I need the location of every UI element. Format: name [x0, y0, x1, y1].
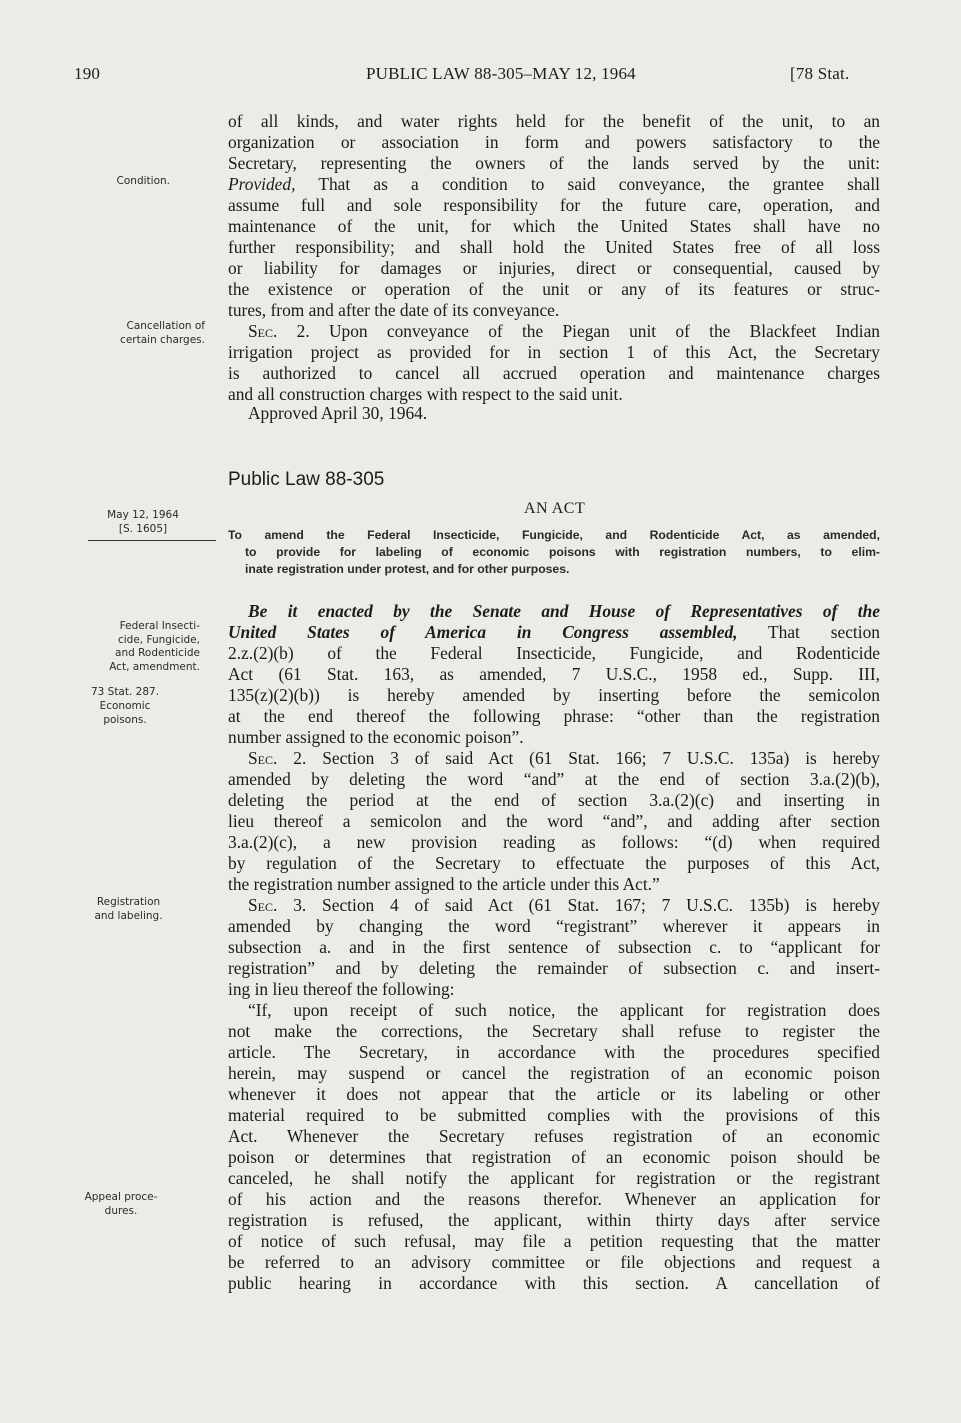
law-title: Public Law 88-305 — [228, 469, 385, 490]
text-line: or liability for damages or injuries, direct or consequential, caused by — [228, 258, 880, 278]
text-line: irrigation project as provided for in section 1 of this Act, the Secretary — [228, 342, 880, 362]
text-line: herein, may suspend or cancel the registration of an economic poison — [228, 1063, 880, 1083]
quoted-provision-start: “If, upon receipt of such notice, the applicant for registration does — [248, 1000, 880, 1020]
text-line: registration is refused, the applicant, within thirty days after service — [228, 1210, 880, 1230]
text-line: public hearing in accordance with this section. A cancellation of — [228, 1273, 880, 1293]
margin-note-condition: Condition. — [116, 175, 170, 187]
text-line: of his action and the reasons therefor. Whenever an application for — [228, 1189, 880, 1209]
text-line: organization or association in form and powers satisfactory to the — [228, 132, 880, 152]
enacting-clause-cont: United States of America in Congress assembled, That section — [228, 622, 880, 642]
margin-note-stat-ref: 73 Stat. 287. — [90, 686, 160, 698]
margin-note-registration: Registration and labeling. — [94, 896, 163, 922]
text-line: tures, from and after the date of its conveyance. — [228, 300, 560, 320]
text-line: the existence or operation of the unit or any of its features or struc- — [228, 279, 880, 299]
statute-reference: [78 Stat. — [790, 64, 850, 83]
margin-note-date: May 12, 1964 [S. 1605] — [107, 509, 179, 535]
text-line: ing in lieu thereof the following: — [228, 979, 455, 999]
text-line: not make the corrections, the Secretary shall refuse to register the — [228, 1021, 880, 1041]
page-number: 190 — [74, 64, 101, 83]
text-line: Act. Whenever the Secretary refuses registration of an economic — [228, 1126, 880, 1146]
text-line: 2.z.(2)(b) of the Federal Insecticide, Fungicide, and Rodenticide — [228, 643, 880, 663]
approval-date: Approved April 30, 1964. — [248, 403, 428, 423]
text-line: amended by deleting the word “and” at the end of section 3.a.(2)(b), — [228, 769, 880, 789]
text-line: further responsibility; and shall hold the United States free of all loss — [228, 237, 880, 257]
text-line: 3.a.(2)(c), a new provision reading as follows: “(d) when required — [228, 832, 880, 852]
text-line: of notice of such refusal, may file a petition requesting that the matter — [228, 1231, 880, 1251]
margin-note-economic-poisons: Economic poisons. — [99, 700, 151, 726]
purpose-line: To amend the Federal Insecticide, Fungicide, and Rodenticide Act, as amended, — [228, 528, 880, 542]
text-line-provided: Provided, That as a condition to said conveyance, the grantee shall — [228, 174, 880, 194]
text-line: Act (61 Stat. 163, as amended, 7 U.S.C., 1958 ed., Supp. III, — [228, 664, 880, 684]
margin-note-fifra-amendment: Federal Insecti- cide, Fungicide, and Rodenticide Act, amendment. — [109, 620, 200, 673]
text-line: material required to be submitted complies with the provisions of this — [228, 1105, 880, 1125]
text-line: Secretary, representing the owners of the lands served by the unit: — [228, 153, 880, 173]
text-line: assume full and sole responsibility for the future care, operation, and — [228, 195, 880, 215]
text-line: article. The Secretary, in accordance with the procedures specified — [228, 1042, 880, 1062]
act-heading: AN ACT — [524, 500, 586, 517]
running-header-title: PUBLIC LAW 88-305–MAY 12, 1964 — [366, 64, 636, 83]
text-line: 135(z)(2)(b)) is hereby amended by inserting before the semicolon — [228, 685, 880, 705]
text-line: the registration number assigned to the article under this Act.” — [228, 874, 660, 894]
text-line: maintenance of the unit, for which the United States shall have no — [228, 216, 880, 236]
text-line: by regulation of the Secretary to effectuate the purposes of this Act, — [228, 853, 880, 873]
text-line: is authorized to cancel all accrued operation and maintenance charges — [228, 363, 880, 383]
margin-note-cancellation: Cancellation of certain charges. — [120, 320, 205, 346]
section-2-start: Sec. 2. Section 3 of said Act (61 Stat. 166; 7 U.S.C. 135a) is hereby — [248, 748, 880, 768]
text-line: and all construction charges with respect to the said unit. — [228, 384, 623, 404]
text-line: of all kinds, and water rights held for the benefit of the unit, to an — [228, 111, 880, 131]
margin-note-appeal: Appeal proce- dures. — [84, 1191, 158, 1217]
text-line: deleting the period at the end of section 3.a.(2)(c) and inserting in — [228, 790, 880, 810]
text-line: lieu thereof a semicolon and the word “and”, and adding after section — [228, 811, 880, 831]
section-2-start: Sec. 2. Upon conveyance of the Piegan unit of the Blackfeet Indian — [248, 321, 880, 341]
text-line: number assigned to the economic poison”. — [228, 727, 524, 747]
section-3-start: Sec. 3. Section 4 of said Act (61 Stat. 167; 7 U.S.C. 135b) is hereby — [248, 895, 880, 915]
text-line: whenever it does not appear that the article or its labeling or other — [228, 1084, 880, 1104]
purpose-line: inate registration under protest, and for other purposes. — [245, 562, 570, 576]
text-line: poison or determines that registration of an economic poison should be — [228, 1147, 880, 1167]
text-line: be referred to an advisory committee or file objections and request a — [228, 1252, 880, 1272]
text-line: canceled, he shall notify the applicant for registration or the registrant — [228, 1168, 880, 1188]
margin-divider — [88, 540, 216, 541]
text-line: at the end thereof the following phrase: “other than the registration — [228, 706, 880, 726]
text-line: amended by changing the word “registrant” wherever it appears in — [228, 916, 880, 936]
purpose-line: to provide for labeling of economic poisons with registration numbers, to elim- — [245, 545, 880, 559]
enacting-clause: Be it enacted by the Senate and House of Representatives of the — [248, 601, 880, 621]
text-line: subsection a. and in the first sentence of subsection c. to “applicant for — [228, 937, 880, 957]
text-line: registration” and by deleting the remainder of subsection c. and insert- — [228, 958, 880, 978]
